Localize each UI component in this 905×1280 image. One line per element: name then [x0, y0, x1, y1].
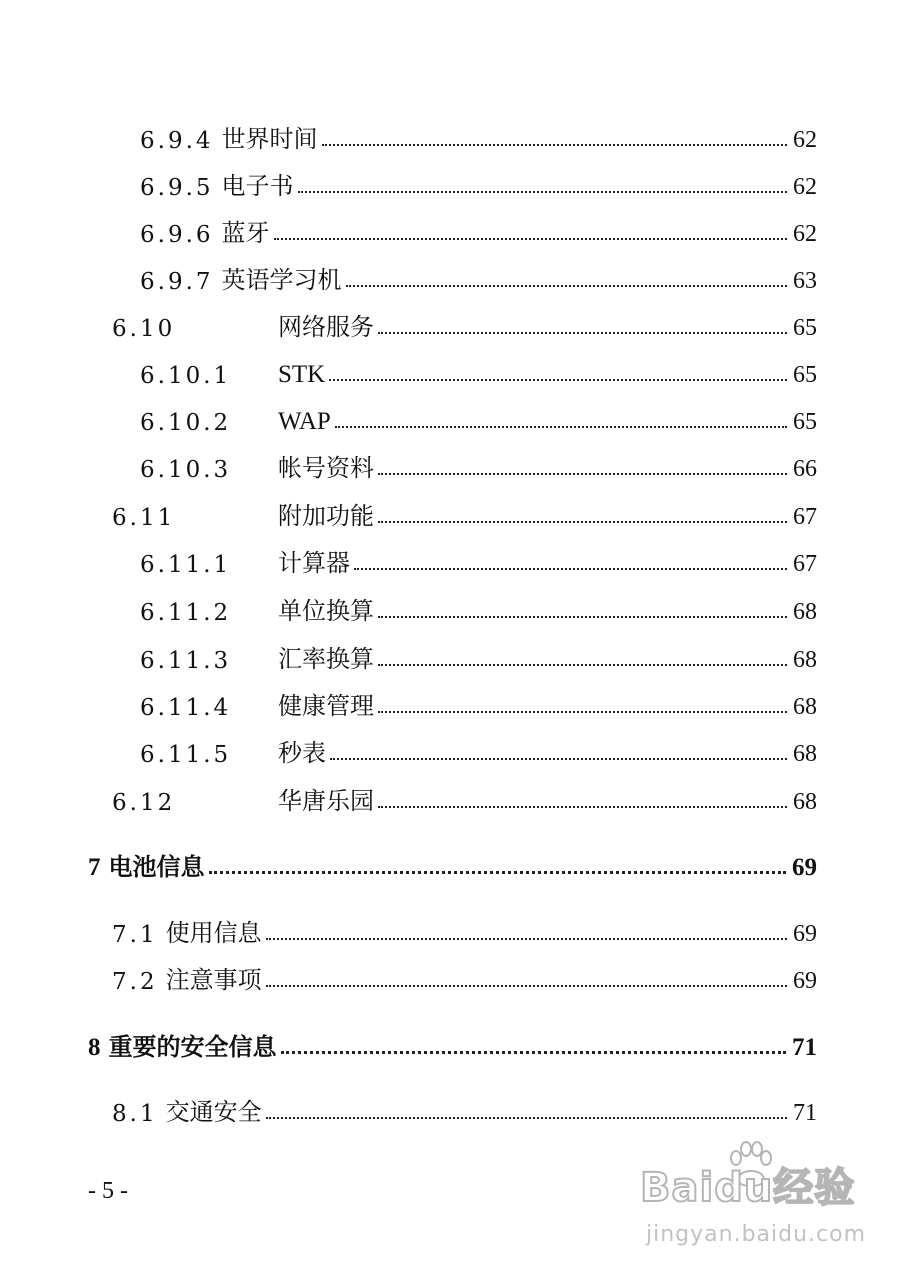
toc-entry-page: 68 [793, 647, 817, 673]
watermark-url: jingyan.baidu.com [646, 1222, 867, 1247]
toc-entry-number: 6.11.3 [140, 648, 232, 674]
toc-leader-dots [354, 568, 787, 570]
toc-entry-number: 6.10 [112, 316, 176, 342]
toc-entry-title: 帐号资料 [278, 454, 374, 482]
toc-entry-page: 65 [793, 362, 817, 388]
toc-entry-title: 电池信息 [108, 852, 205, 881]
toc-entry-title: 计算器 [278, 549, 350, 577]
toc-leader-dots [378, 806, 787, 808]
toc-entry-title: 网络服务 [278, 313, 374, 341]
toc-entry-6-10-1 [140, 353, 817, 389]
toc-entry-page: 65 [793, 409, 817, 435]
toc-entry-number: 6.9.4 [140, 128, 214, 154]
toc-entry-number: 6.10.1 [140, 363, 232, 389]
toc-entry-6-10-2 [140, 400, 817, 436]
toc-entry-page: 62 [793, 174, 817, 200]
toc-entry-page: 71 [792, 1034, 817, 1061]
toc-entry-page: 69 [792, 854, 817, 881]
toc-entry-page: 67 [793, 551, 817, 577]
toc-entry-6-9-4 [140, 118, 817, 154]
toc-leader-dots [330, 758, 787, 760]
toc-entry-page: 69 [793, 968, 817, 994]
toc-entry-title: 健康管理 [278, 692, 374, 720]
toc-leader-dots [346, 285, 787, 287]
toc-entry-number: 6.11.4 [140, 695, 232, 721]
toc-entry-title: WAP [278, 408, 331, 435]
toc-entry-page: 66 [793, 456, 817, 482]
toc-entry-title: 交通安全 [165, 1098, 262, 1126]
toc-entry-number: 7.1 [112, 922, 158, 948]
toc-leader-dots [266, 1117, 787, 1119]
toc-entry-6-9-7 [140, 259, 817, 295]
toc-entry-7-1 [112, 912, 817, 948]
toc-entry-title: 重要的安全信息 [108, 1032, 277, 1061]
toc-entry-title: 汇率换算 [278, 645, 374, 673]
toc-leader-dots [266, 938, 787, 940]
toc-entry-title: 电子书 [221, 172, 294, 200]
toc-entry-page: 67 [793, 504, 817, 530]
toc-entry-page: 68 [793, 789, 817, 815]
toc-entry-page: 68 [793, 599, 817, 625]
toc-entry-title: STK [278, 361, 326, 388]
toc-leader-dots [378, 711, 787, 713]
toc-entry-page: 62 [793, 221, 817, 247]
toc-leader-dots [378, 521, 787, 523]
toc-leader-dots [378, 473, 787, 475]
toc-leader-dots [266, 985, 787, 987]
toc-entry-title: 单位换算 [278, 597, 374, 625]
toc-entry-number: 6.11.5 [140, 742, 232, 768]
toc-chapter-7 [88, 846, 817, 882]
toc-entry-6-10-3 [140, 447, 817, 483]
toc-leader-dots [298, 191, 787, 193]
toc-entry-number: 7 [88, 854, 101, 881]
toc-entry-title: 附加功能 [278, 502, 374, 530]
toc-entry-number: 7.2 [112, 969, 158, 995]
toc-entry-title: 英语学习机 [221, 266, 342, 294]
toc-entry-number: 8.1 [112, 1101, 158, 1127]
toc-leader-dots [281, 1051, 787, 1054]
toc-leader-dots [274, 238, 787, 240]
toc-entry-number: 6.10.3 [140, 457, 232, 483]
toc-entry-title: 秒表 [278, 739, 326, 767]
toc-entry-6-11-1 [140, 542, 817, 578]
toc-entry-number: 6.11.1 [140, 552, 232, 578]
toc-entry-8-1 [112, 1091, 817, 1127]
toc-entry-number: 8 [88, 1034, 101, 1061]
toc-entry-page: 68 [793, 694, 817, 720]
toc-leader-dots [322, 144, 787, 146]
toc-entry-number: 6.12 [112, 790, 176, 816]
toc-entry-6-9-6 [140, 212, 817, 248]
toc-entry-page: 71 [793, 1100, 817, 1126]
toc-entry-number: 6.11 [112, 505, 176, 531]
toc-entry-number: 6.9.6 [140, 222, 214, 248]
toc-chapter-8 [88, 1026, 817, 1062]
toc-entry-number: 6.10.2 [140, 410, 232, 436]
toc-entry-6-11-2 [140, 590, 817, 626]
toc-entry-7-2 [112, 959, 817, 995]
toc-entry-page: 62 [793, 127, 817, 153]
toc-leader-dots [335, 426, 787, 428]
toc-entry-title: 世界时间 [221, 125, 318, 153]
toc-entry-6-11-3 [140, 638, 817, 674]
toc-entry-6-10 [112, 306, 817, 342]
toc-leader-dots [378, 332, 787, 334]
toc-entry-6-11-5 [140, 732, 817, 768]
toc-entry-number: 6.9.5 [140, 175, 214, 201]
toc-entry-number: 6.11.2 [140, 600, 232, 626]
toc-leader-dots [329, 379, 787, 381]
toc-leader-dots [378, 616, 787, 618]
toc-entry-page: 68 [793, 741, 817, 767]
toc-leader-dots [209, 871, 787, 874]
toc-entry-title: 注意事项 [165, 966, 262, 994]
baidu-jingyan-watermark [640, 1140, 905, 1280]
toc-entry-6-9-5 [140, 165, 817, 201]
footer-page-number: - 5 - [88, 1178, 128, 1204]
toc-entry-title: 蓝牙 [221, 219, 270, 247]
toc-entry-page: 69 [793, 921, 817, 947]
toc-leader-dots [378, 664, 787, 666]
toc-entry-6-11-4 [140, 685, 817, 721]
toc-entry-title: 使用信息 [165, 919, 262, 947]
toc-entry-page: 65 [793, 315, 817, 341]
toc-entry-number: 6.9.7 [140, 269, 214, 295]
toc-entry-6-11 [112, 495, 817, 531]
toc-entry-title: 华唐乐园 [278, 787, 374, 815]
toc-entry-page: 63 [793, 268, 817, 294]
watermark-brand: Baidu经验 [640, 1165, 856, 1211]
toc-entry-6-12 [112, 780, 817, 816]
